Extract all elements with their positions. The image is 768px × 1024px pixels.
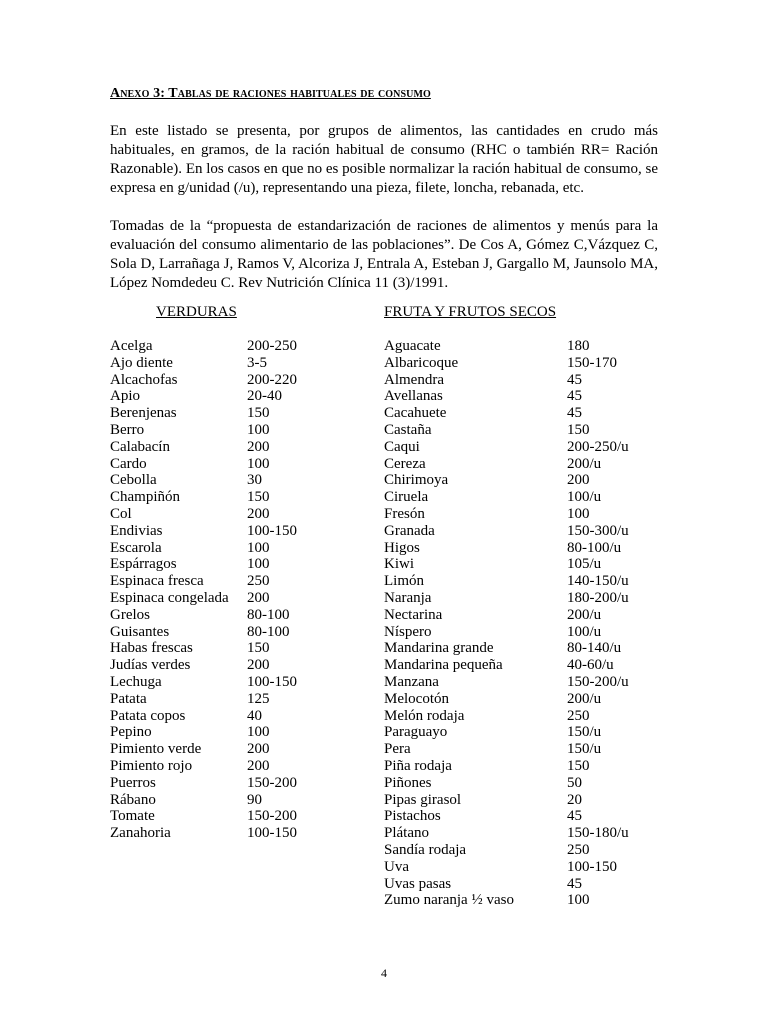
list-item [384,556,629,573]
food-name: Calabacín [110,438,170,455]
food-name: Albaricoque [384,354,459,371]
list-item [110,691,297,708]
food-name: Champiñón [110,489,180,506]
fruta-list [384,338,629,909]
list-item [384,741,629,758]
annex-heading: Anexo 3: Tablas de raciones habituales de consumo [110,86,431,101]
portion-value: 150 [247,489,270,506]
food-name: Aguacate [384,338,441,354]
food-name: Ciruela [384,489,429,506]
food-name: Escarola [110,539,162,556]
food-name: Níspero [384,623,432,640]
portion-value: 150-200 [247,774,297,791]
portion-value: 200-220 [247,371,297,388]
list-item [384,775,629,792]
list-item [384,842,629,859]
page-number: 4 [381,966,387,980]
food-name: Cacahuete [384,405,447,422]
list-item [110,775,297,792]
list-item [110,792,297,809]
list-item [384,674,629,691]
list-item [384,489,629,506]
list-item [110,355,297,372]
list-item [384,607,629,624]
list-item [110,523,297,540]
list-item [110,825,297,842]
food-name: Apio [110,388,140,405]
food-name: Pimiento rojo [110,757,193,774]
portion-value: 20-40 [247,388,282,405]
food-name: Higos [384,539,420,556]
portion-value: 200 [247,438,270,455]
food-name: Mandarina pequeña [384,657,503,674]
list-item [110,607,297,624]
portion-value: 30 [247,472,262,489]
list-item [110,724,297,741]
food-name: Melocotón [384,690,449,707]
food-name: Endivias [110,522,163,539]
portion-value: 200 [247,757,270,774]
food-name: Habas frescas [110,640,193,657]
food-name: Patata copos [110,707,186,724]
list-item [110,506,297,523]
portion-value: 200 [247,589,270,606]
list-item [110,674,297,691]
portion-value: 100-150 [247,825,297,842]
food-name: Pepino [110,724,152,741]
portion-value: 200-250 [247,338,297,354]
food-name: Pipas girasol [384,791,462,808]
portion-value: 80-100 [247,623,290,640]
food-name: Espinaca fresca [110,573,204,590]
list-item [384,724,629,741]
food-name: Caqui [384,438,420,455]
food-name: Cereza [384,455,426,472]
portion-value: 20 [567,791,582,808]
list-item [110,808,297,825]
food-name: Alcachofas [110,371,178,388]
list-item [384,792,629,809]
portion-value: 100 [247,539,270,556]
food-name: Chirimoya [384,472,449,489]
portion-value: 80-140/u [567,640,622,657]
portion-value: 45 [567,371,582,388]
fruta-title: FRUTA Y FRUTOS SECOS [384,304,557,320]
food-name: Grelos [110,606,150,623]
list-item [110,456,297,473]
food-name: Pistachos [384,808,441,825]
food-name: Guisantes [110,623,170,640]
list-item [110,573,297,590]
portion-value: 45 [567,405,582,422]
list-item [110,590,297,607]
portion-value: 150-300/u [567,522,629,539]
food-name: Zumo naranja ½ vaso [384,892,514,909]
portion-value: 100/u [567,489,602,506]
list-item [110,338,297,355]
list-item [110,708,297,725]
list-item [110,640,297,657]
food-name: Berenjenas [110,405,177,422]
food-name: Puerros [110,774,156,791]
list-item [384,808,629,825]
food-name: Melón rodaja [384,707,465,724]
list-item [110,472,297,489]
intro-paragraph: En este listado se presenta, por grupos de alimentos, las cantidades en crudo más habituales, en gramos, de la ración habitual de consumo (RHC o también RR= Ración Razonable). En los casos en que no es posible normalizar la ración habitual de consumo, se expresa en g/unidad (/u), representando una pieza, filete, loncha, rebanada, etc. [110,123,658,196]
list-item [110,758,297,775]
list-item [384,657,629,674]
portion-value: 150-170 [567,354,617,371]
list-item [110,741,297,758]
food-name: Judías verdes [110,657,191,674]
food-name: Sandía rodaja [384,841,467,858]
list-item [384,456,629,473]
food-name: Naranja [384,589,432,606]
list-item [110,372,297,389]
portion-value: 100 [567,892,590,909]
portion-value: 250 [567,841,590,858]
portion-value: 150 [567,421,590,438]
list-item [384,338,629,355]
portion-value: 40 [247,707,262,724]
portion-value: 90 [247,791,262,808]
portion-value: 100 [247,421,270,438]
list-item [384,708,629,725]
food-name: Tomate [110,808,155,825]
food-name: Almendra [384,371,444,388]
portion-value: 150/u [567,724,602,741]
portion-value: 200/u [567,690,602,707]
portion-value: 150 [567,757,590,774]
list-item [384,355,629,372]
food-name: Piña rodaja [384,757,452,774]
food-name: Berro [110,421,145,438]
portion-value: 80-100 [247,606,290,623]
food-name: Espinaca congelada [110,589,229,606]
food-name: Castaña [384,421,432,438]
list-item [384,892,629,909]
portion-value: 200/u [567,606,602,623]
food-name: Manzana [384,673,439,690]
food-name: Uva [384,858,409,875]
portion-value: 200 [247,657,270,674]
portion-value: 100/u [567,623,602,640]
list-item [384,590,629,607]
portion-value: 200/u [567,455,602,472]
portion-value: 100 [567,505,590,522]
portion-value: 45 [567,388,582,405]
list-item [384,876,629,893]
portion-value: 180-200/u [567,589,629,606]
list-item [384,439,629,456]
list-item [384,523,629,540]
portion-value: 3-5 [247,354,267,371]
verduras-title: VERDURAS [156,304,237,320]
food-name: Zanahoria [110,825,171,842]
list-item [384,372,629,389]
list-item [110,657,297,674]
list-item [384,825,629,842]
list-item [384,691,629,708]
food-name: Pera [384,741,411,758]
list-item [384,405,629,422]
list-item [110,422,297,439]
food-name: Uvas pasas [384,875,452,892]
list-item [110,405,297,422]
portion-value: 150-200/u [567,673,629,690]
food-name: Fresón [384,505,425,522]
portion-value: 40-60/u [567,657,614,674]
list-item [110,489,297,506]
portion-value: 180 [567,338,590,354]
portion-value: 100-150 [247,673,297,690]
portion-value: 50 [567,774,582,791]
list-item [384,506,629,523]
portion-value: 125 [247,690,270,707]
portion-value: 200 [247,505,270,522]
portion-value: 80-100/u [567,539,622,556]
portion-value: 45 [567,808,582,825]
portion-value: 105/u [567,556,602,573]
portion-value: 150-180/u [567,825,629,842]
food-name: Rábano [110,791,156,808]
list-item [110,388,297,405]
food-name: Kiwi [384,556,414,573]
list-item [110,439,297,456]
list-item [110,556,297,573]
portion-value: 250 [247,573,270,590]
portion-value: 100 [247,556,270,573]
portion-value: 200 [247,741,270,758]
food-name: Acelga [110,338,153,354]
food-name: Pimiento verde [110,741,202,758]
list-item [384,540,629,557]
portion-value: 140-150/u [567,573,629,590]
food-name: Ajo diente [110,354,173,371]
list-item [384,422,629,439]
food-name: Col [110,505,132,522]
food-name: Avellanas [384,388,443,405]
food-name: Piñones [384,774,432,791]
portion-value: 150 [247,640,270,657]
list-item [384,758,629,775]
list-item [110,624,297,641]
source-paragraph: Tomadas de la “propuesta de estandarización de raciones de alimentos y menús para la evaluación del consumo alimentario de las poblaciones”. De Cos A, Gómez C,Vázquez C, Sola D, Larrañaga J, Ramos V, Alcoriza J, Entrala A, Esteban J, Gargallo M, Jaunsolo MA, López Nomdedeu C. Rev Nutrición Clínica 11 (3)/1991. [110,218,658,291]
list-item [384,859,629,876]
food-name: Limón [384,573,424,590]
list-item [384,624,629,641]
food-name: Cebolla [110,472,157,489]
portion-value: 100-150 [247,522,297,539]
food-name: Plátano [384,825,429,842]
portion-value: 150/u [567,741,602,758]
food-name: Espárragos [110,556,177,573]
food-name: Mandarina grande [384,640,494,657]
food-name: Lechuga [110,673,162,690]
food-name: Cardo [110,455,147,472]
portion-value: 150-200 [247,808,297,825]
verduras-list [110,338,297,842]
list-item [110,540,297,557]
portion-value: 45 [567,875,582,892]
portion-value: 200-250/u [567,438,629,455]
food-name: Nectarina [384,606,443,623]
portion-value: 250 [567,707,590,724]
list-item [384,388,629,405]
list-item [384,640,629,657]
food-name: Patata [110,690,147,707]
list-item [384,573,629,590]
portion-value: 100 [247,455,270,472]
portion-value: 100 [247,724,270,741]
portion-value: 150 [247,405,270,422]
portion-value: 200 [567,472,590,489]
food-name: Granada [384,522,435,539]
food-name: Paraguayo [384,724,448,741]
portion-value: 100-150 [567,858,617,875]
list-item [384,472,629,489]
